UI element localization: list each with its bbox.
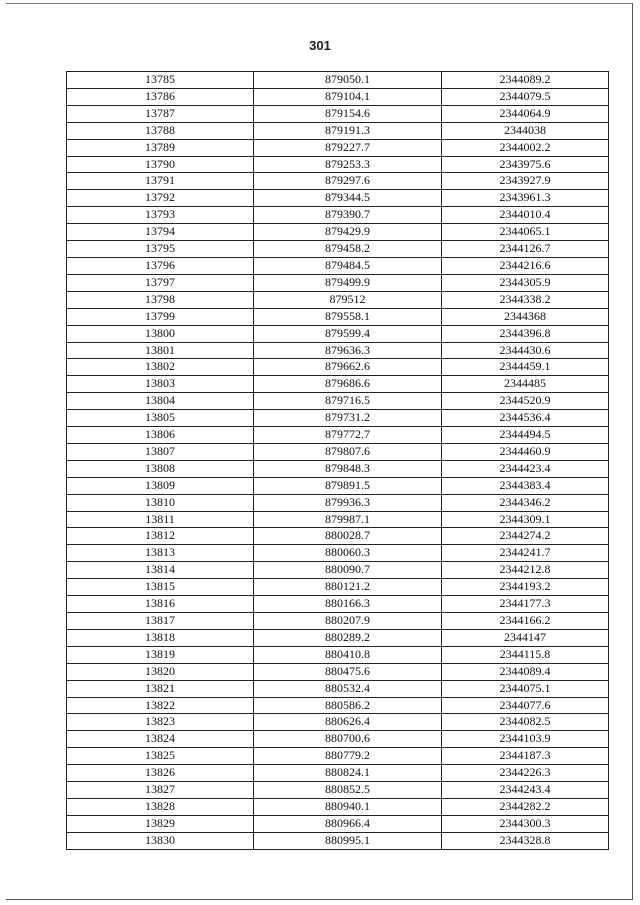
y-coordinate-cell: 2344177.3	[442, 596, 609, 613]
point-number-cell: 13816	[67, 596, 254, 613]
coordinates-table	[66, 71, 609, 850]
point-number-cell: 13787	[67, 105, 254, 122]
y-coordinate-cell: 2343927.9	[442, 173, 609, 190]
y-coordinate-cell: 2344396.8	[442, 325, 609, 342]
table-row	[67, 646, 609, 663]
x-coordinate-cell: 880940.1	[254, 798, 442, 815]
table-row	[67, 139, 609, 156]
y-coordinate-cell: 2344193.2	[442, 579, 609, 596]
y-coordinate-cell: 2344212.8	[442, 562, 609, 579]
x-coordinate-cell: 879731.2	[254, 410, 442, 427]
point-number-cell: 13794	[67, 224, 254, 241]
y-coordinate-cell: 2344346.2	[442, 494, 609, 511]
point-number-cell: 13805	[67, 410, 254, 427]
table-row	[67, 342, 609, 359]
table-row	[67, 460, 609, 477]
x-coordinate-cell: 880410.8	[254, 646, 442, 663]
point-number-cell: 13813	[67, 545, 254, 562]
point-number-cell: 13830	[67, 832, 254, 849]
point-number-cell: 13829	[67, 815, 254, 832]
table-row	[67, 257, 609, 274]
point-number-cell: 13811	[67, 511, 254, 528]
x-coordinate-cell: 879390.7	[254, 207, 442, 224]
y-coordinate-cell: 2344103.9	[442, 731, 609, 748]
y-coordinate-cell: 2344075.1	[442, 680, 609, 697]
table-row	[67, 274, 609, 291]
y-coordinate-cell: 2344089.4	[442, 663, 609, 680]
table-row	[67, 528, 609, 545]
point-number-cell: 13804	[67, 393, 254, 410]
y-coordinate-cell: 2344430.6	[442, 342, 609, 359]
x-coordinate-cell: 879891.5	[254, 477, 442, 494]
point-number-cell: 13810	[67, 494, 254, 511]
x-coordinate-cell: 879772.7	[254, 427, 442, 444]
point-number-cell: 13788	[67, 122, 254, 139]
x-coordinate-cell: 880779.2	[254, 748, 442, 765]
table-row	[67, 241, 609, 258]
y-coordinate-cell: 2344274.2	[442, 528, 609, 545]
table-row	[67, 782, 609, 799]
y-coordinate-cell: 2344368	[442, 308, 609, 325]
table-row	[67, 477, 609, 494]
y-coordinate-cell: 2344383.4	[442, 477, 609, 494]
point-number-cell: 13785	[67, 72, 254, 89]
table-row	[67, 427, 609, 444]
x-coordinate-cell: 880966.4	[254, 815, 442, 832]
y-coordinate-cell: 2344459.1	[442, 359, 609, 376]
y-coordinate-cell: 2344115.8	[442, 646, 609, 663]
y-coordinate-cell: 2344077.6	[442, 697, 609, 714]
page-number: 301	[309, 38, 331, 53]
point-number-cell: 13820	[67, 663, 254, 680]
point-number-cell: 13801	[67, 342, 254, 359]
y-coordinate-cell: 2344536.4	[442, 410, 609, 427]
table-row	[67, 714, 609, 731]
table-row	[67, 629, 609, 646]
point-number-cell: 13819	[67, 646, 254, 663]
x-coordinate-cell: 879154.6	[254, 105, 442, 122]
y-coordinate-cell: 2344089.2	[442, 72, 609, 89]
table-row	[67, 359, 609, 376]
y-coordinate-cell: 2344282.2	[442, 798, 609, 815]
point-number-cell: 13827	[67, 782, 254, 799]
y-coordinate-cell: 2344423.4	[442, 460, 609, 477]
table-row	[67, 190, 609, 207]
x-coordinate-cell: 880995.1	[254, 832, 442, 849]
x-coordinate-cell: 879484.5	[254, 257, 442, 274]
x-coordinate-cell: 880532.4	[254, 680, 442, 697]
table-row	[67, 748, 609, 765]
table-row	[67, 224, 609, 241]
y-coordinate-cell: 2344243.4	[442, 782, 609, 799]
x-coordinate-cell: 880626.4	[254, 714, 442, 731]
table-row	[67, 325, 609, 342]
table-row	[67, 443, 609, 460]
point-number-cell: 13825	[67, 748, 254, 765]
table-row	[67, 663, 609, 680]
x-coordinate-cell: 879686.6	[254, 376, 442, 393]
x-coordinate-cell: 880586.2	[254, 697, 442, 714]
point-number-cell: 13821	[67, 680, 254, 697]
table-row	[67, 798, 609, 815]
point-number-cell: 13799	[67, 308, 254, 325]
table-row	[67, 393, 609, 410]
point-number-cell: 13786	[67, 88, 254, 105]
point-number-cell: 13796	[67, 257, 254, 274]
x-coordinate-cell: 879636.3	[254, 342, 442, 359]
x-coordinate-cell: 879429.9	[254, 224, 442, 241]
point-number-cell: 13797	[67, 274, 254, 291]
table-row	[67, 832, 609, 849]
point-number-cell: 13789	[67, 139, 254, 156]
point-number-cell: 13818	[67, 629, 254, 646]
table-row	[67, 494, 609, 511]
y-coordinate-cell: 2344216.6	[442, 257, 609, 274]
x-coordinate-cell: 880700.6	[254, 731, 442, 748]
x-coordinate-cell: 879191.3	[254, 122, 442, 139]
table-row	[67, 105, 609, 122]
point-number-cell: 13809	[67, 477, 254, 494]
table-row	[67, 613, 609, 630]
point-number-cell: 13790	[67, 156, 254, 173]
point-number-cell: 13815	[67, 579, 254, 596]
table-row	[67, 173, 609, 190]
point-number-cell: 13807	[67, 443, 254, 460]
x-coordinate-cell: 879104.1	[254, 88, 442, 105]
y-coordinate-cell: 2344460.9	[442, 443, 609, 460]
x-coordinate-cell: 879936.3	[254, 494, 442, 511]
x-coordinate-cell: 879599.4	[254, 325, 442, 342]
table-row	[67, 731, 609, 748]
x-coordinate-cell: 880475.6	[254, 663, 442, 680]
point-number-cell: 13803	[67, 376, 254, 393]
table-row	[67, 765, 609, 782]
table-row	[67, 511, 609, 528]
table-row	[67, 308, 609, 325]
table-row	[67, 697, 609, 714]
point-number-cell: 13817	[67, 613, 254, 630]
point-number-cell: 13793	[67, 207, 254, 224]
y-coordinate-cell: 2344241.7	[442, 545, 609, 562]
table-row	[67, 122, 609, 139]
x-coordinate-cell: 880166.3	[254, 596, 442, 613]
table-row	[67, 88, 609, 105]
point-number-cell: 13800	[67, 325, 254, 342]
y-coordinate-cell: 2344126.7	[442, 241, 609, 258]
table-row	[67, 376, 609, 393]
point-number-cell: 13806	[67, 427, 254, 444]
y-coordinate-cell: 2343961.3	[442, 190, 609, 207]
y-coordinate-cell: 2343975.6	[442, 156, 609, 173]
table-row	[67, 680, 609, 697]
y-coordinate-cell: 2344226.3	[442, 765, 609, 782]
table-row	[67, 410, 609, 427]
y-coordinate-cell: 2344305.9	[442, 274, 609, 291]
table-row	[67, 72, 609, 89]
x-coordinate-cell: 879253.3	[254, 156, 442, 173]
x-coordinate-cell: 880060.3	[254, 545, 442, 562]
y-coordinate-cell: 2344328.8	[442, 832, 609, 849]
table-row	[67, 579, 609, 596]
y-coordinate-cell: 2344079.5	[442, 88, 609, 105]
x-coordinate-cell: 879807.6	[254, 443, 442, 460]
x-coordinate-cell: 880090.7	[254, 562, 442, 579]
y-coordinate-cell: 2344338.2	[442, 291, 609, 308]
y-coordinate-cell: 2344010.4	[442, 207, 609, 224]
x-coordinate-cell: 880121.2	[254, 579, 442, 596]
x-coordinate-cell: 879662.6	[254, 359, 442, 376]
y-coordinate-cell: 2344082.5	[442, 714, 609, 731]
point-number-cell: 13812	[67, 528, 254, 545]
point-number-cell: 13828	[67, 798, 254, 815]
x-coordinate-cell: 879558.1	[254, 308, 442, 325]
point-number-cell: 13798	[67, 291, 254, 308]
y-coordinate-cell: 2344166.2	[442, 613, 609, 630]
x-coordinate-cell: 879987.1	[254, 511, 442, 528]
x-coordinate-cell: 880028.7	[254, 528, 442, 545]
point-number-cell: 13814	[67, 562, 254, 579]
x-coordinate-cell: 879512	[254, 291, 442, 308]
y-coordinate-cell: 2344187.3	[442, 748, 609, 765]
table-row	[67, 207, 609, 224]
x-coordinate-cell: 880207.9	[254, 613, 442, 630]
x-coordinate-cell: 880824.1	[254, 765, 442, 782]
point-number-cell: 13823	[67, 714, 254, 731]
x-coordinate-cell: 880289.2	[254, 629, 442, 646]
table-row	[67, 291, 609, 308]
x-coordinate-cell: 879499.9	[254, 274, 442, 291]
point-number-cell: 13822	[67, 697, 254, 714]
y-coordinate-cell: 2344147	[442, 629, 609, 646]
x-coordinate-cell: 879227.7	[254, 139, 442, 156]
y-coordinate-cell: 2344485	[442, 376, 609, 393]
table-row	[67, 596, 609, 613]
y-coordinate-cell: 2344494.5	[442, 427, 609, 444]
table-row	[67, 156, 609, 173]
point-number-cell: 13826	[67, 765, 254, 782]
point-number-cell: 13802	[67, 359, 254, 376]
y-coordinate-cell: 2344300.3	[442, 815, 609, 832]
y-coordinate-cell: 2344064.9	[442, 105, 609, 122]
point-number-cell: 13808	[67, 460, 254, 477]
y-coordinate-cell: 2344038	[442, 122, 609, 139]
x-coordinate-cell: 879458.2	[254, 241, 442, 258]
x-coordinate-cell: 879297.6	[254, 173, 442, 190]
y-coordinate-cell: 2344065.1	[442, 224, 609, 241]
x-coordinate-cell: 879050.1	[254, 72, 442, 89]
x-coordinate-cell: 879848.3	[254, 460, 442, 477]
point-number-cell: 13795	[67, 241, 254, 258]
x-coordinate-cell: 879716.5	[254, 393, 442, 410]
y-coordinate-cell: 2344309.1	[442, 511, 609, 528]
point-number-cell: 13792	[67, 190, 254, 207]
y-coordinate-cell: 2344002.2	[442, 139, 609, 156]
x-coordinate-cell: 879344.5	[254, 190, 442, 207]
x-coordinate-cell: 880852.5	[254, 782, 442, 799]
point-number-cell: 13791	[67, 173, 254, 190]
table-row	[67, 815, 609, 832]
point-number-cell: 13824	[67, 731, 254, 748]
table-row	[67, 545, 609, 562]
y-coordinate-cell: 2344520.9	[442, 393, 609, 410]
table-row	[67, 562, 609, 579]
